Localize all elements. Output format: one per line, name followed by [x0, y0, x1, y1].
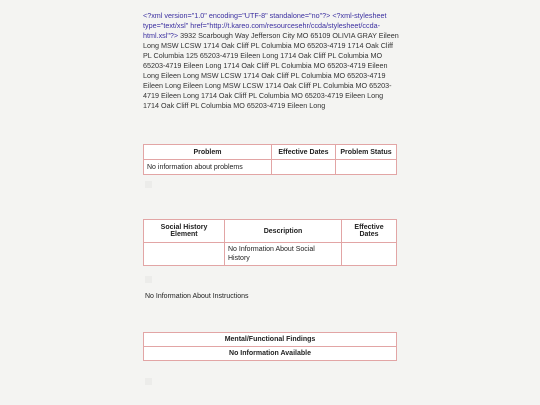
table-header-row [144, 220, 397, 243]
empty-section-marker [145, 276, 152, 283]
xml-declaration: <?xml version="1.0" encoding="UTF-8" standalone="no"?> <?xml-stylesheet type="text/xsl" href="http://t.kareo.com/resourcesehr/ccda/stylesheet/ccda-html.xsl"?> [143, 11, 387, 40]
table-header-row [144, 145, 397, 160]
column-header-mental-functional-findings: Mental/Functional Findings [144, 333, 397, 347]
header-content: 3932 Scarbough Way Jefferson City MO 65109 OLIVIA GRAY Eileen Long MSW LCSW 1714 Oak Cliff PL Columbia MO 65203-4719 1714 Oak Cliff PL Columbia 125 65203-4719 Eileen Long 1714 Oak Cliff PL Columbia MO 65203-4719 Eileen Long 1714 Oak Cliff PL Columbia MO 65203-4719 Eileen Long Eileen Long MSW LCSW 1714 Oak Cliff PL Columbia MO 65203-4719 Eileen Long Eileen Long MSW LCSW 1714 Oak Cliff PL Columbia MO 65203-4719 Eileen Long 1714 Oak Cliff PL Columbia MO 65203-4719 Eileen Long 1714 Oak Cliff PL Columbia MO 65203-4719 Eileen Long [143, 31, 399, 110]
column-header-effective-dates: Effective Dates [342, 220, 397, 243]
table-header-row [144, 333, 397, 347]
column-header-social-history-element: Social History Element [144, 220, 225, 243]
table-cell: No Information Available [144, 347, 397, 361]
table-cell [144, 243, 225, 266]
table-row [144, 243, 397, 266]
column-header-description: Description [225, 220, 342, 243]
table-cell: No Information About Social History [225, 243, 342, 266]
table-row [144, 347, 397, 361]
empty-section-marker [145, 181, 152, 188]
column-header-problem: Problem [144, 145, 272, 160]
social-history-table [143, 219, 397, 266]
table-cell [272, 160, 336, 175]
table-cell: No information about problems [144, 160, 272, 175]
instructions-text: No Information About Instructions [145, 293, 249, 300]
problems-table [143, 144, 397, 175]
column-header-effective-dates: Effective Dates [272, 145, 336, 160]
empty-section-marker [145, 378, 152, 385]
column-header-problem-status: Problem Status [336, 145, 397, 160]
document-header-text [143, 11, 399, 111]
mental-functional-table [143, 332, 397, 361]
table-cell [342, 243, 397, 266]
table-cell [336, 160, 397, 175]
table-row [144, 160, 397, 175]
